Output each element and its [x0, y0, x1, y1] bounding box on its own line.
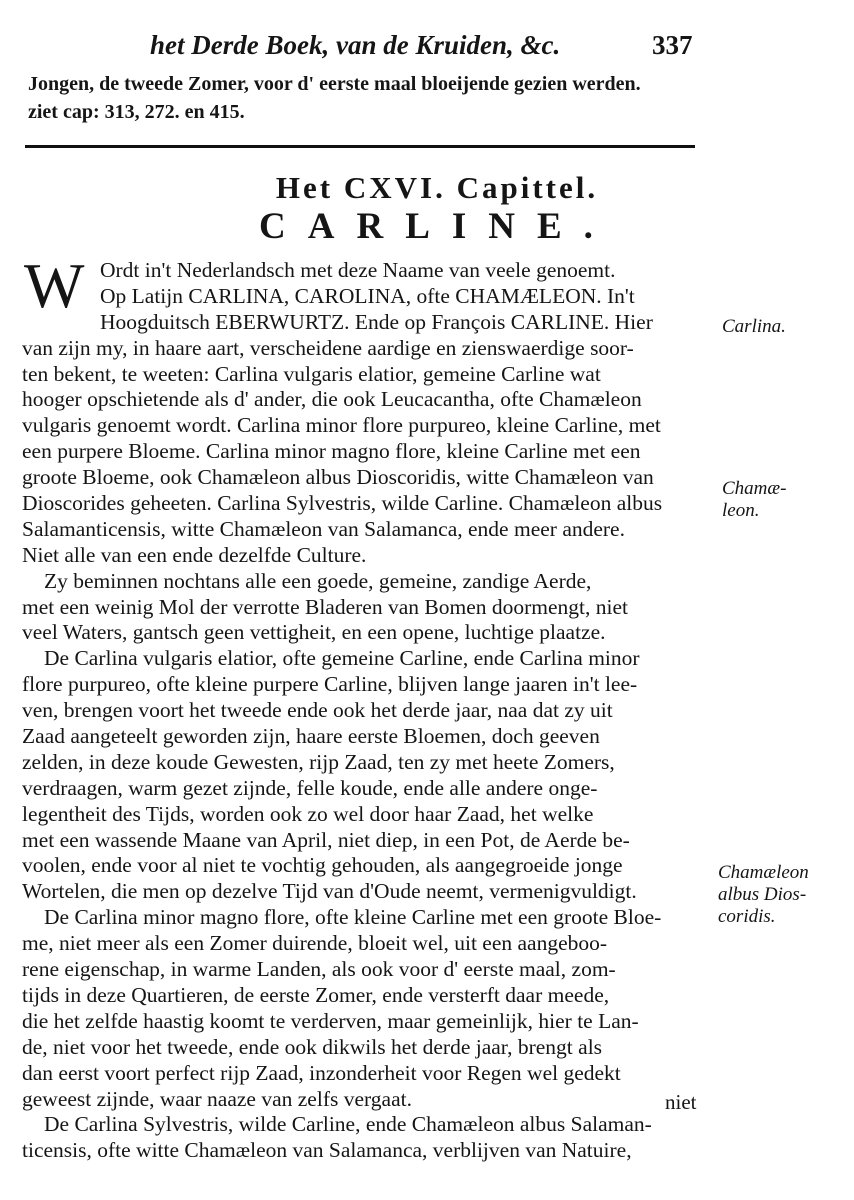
margin-note: [722, 478, 786, 522]
text-line: De Carlina minor magno flore, ofte kleine Carline met een groote Bloe-: [44, 905, 662, 930]
margin-note-line: coridis.: [718, 906, 776, 927]
catchword: niet: [665, 1090, 697, 1114]
text-line: veel Waters, gantsch geen vettigheit, en een opene, luchtige plaatze.: [22, 620, 606, 645]
text-line: Zy beminnen nochtans alle een goede, gemeine, zandige Aerde,: [44, 568, 592, 593]
text-line: De Carlina Sylvestris, wilde Carline, ende Chamæleon albus Salaman-: [44, 1112, 652, 1137]
margin-note-line: Carlina.: [722, 316, 786, 337]
body-text: [22, 250, 710, 1164]
text-line: tijds in deze Quartieren, de eerste Zomer, ende versterft daar meede,: [22, 982, 610, 1007]
running-title: het Derde Boek, van de Kruiden, &c.: [150, 30, 561, 60]
continuation-line: Jongen, de tweede Zomer, voor d' eerste maal bloeijende gezien werden.: [28, 73, 641, 95]
text-line: hooger opschietende als d' ander, die ook Leucacantha, ofte Chamæleon: [22, 387, 642, 412]
chapter-heading: Het CXVI. Capittel.: [275, 170, 599, 205]
continuation-line: ziet cap: 313, 272. en 415.: [28, 101, 245, 123]
margin-note-line: Chamæleon: [718, 862, 809, 883]
margin-note: [718, 862, 809, 928]
text-line: Zaad aangeteelt geworden zijn, haare eerste Bloemen, doch geeven: [22, 724, 600, 749]
text-line: die het zelfde haastig koomt te verderven, maar gemeinlijk, hier te Lan-: [22, 1008, 639, 1033]
text-line: me, niet meer als een Zomer duirende, bloeit wel, uit een aangeboo-: [22, 931, 608, 956]
text-line: verdraagen, warm gezet zijnde, felle koude, ende alle andere onge-: [22, 775, 598, 800]
text-line: Niet alle van een ende dezelfde Culture.: [22, 542, 367, 567]
text-line: Op Latijn CARLINA, CAROLINA, ofte CHAMÆLEON. In't: [100, 283, 635, 308]
margin-note-line: albus Dios-: [718, 884, 807, 905]
text-line: Wortelen, die men op dezelve Tijd van d'Oude neemt, vermenigvuldigt.: [22, 879, 637, 904]
margin-note: [722, 316, 786, 338]
drop-cap: W: [24, 250, 85, 321]
text-line: ticensis, ofte witte Chamæleon van Salamanca, verblijven van Natuire,: [22, 1138, 632, 1163]
text-line: Hoogduitsch EBERWURTZ. Ende op François CARLINE. Hier: [100, 309, 653, 334]
text-line: flore purpureo, ofte kleine purpere Carline, blijven lange jaaren in't lee-: [22, 672, 638, 697]
text-line: groote Bloeme, ook Chamæleon albus Dioscoridis, witte Chamæleon van: [22, 465, 654, 490]
text-line: met een wassende Maane van April, niet diep, in een Pot, de Aerde be-: [22, 827, 630, 852]
page-number: 337: [652, 30, 693, 60]
text-line: van zijn my, in haare aart, verscheidene aardige en zienswaerdige soor-: [22, 335, 634, 360]
text-line: Ordt in't Nederlandsch met deze Naame van veele genoemt.: [100, 258, 616, 282]
text-line: de, niet voor het tweede, ende ook dikwils het derde jaar, brengt als: [22, 1034, 603, 1059]
continuation-text: [28, 70, 718, 126]
text-line: met een weinig Mol der verrotte Bladeren van Bomen doormengt, niet: [22, 594, 628, 619]
margin-note-line: leon.: [722, 500, 760, 521]
text-line: vulgaris genoemt wordt. Carlina minor flore purpureo, kleine Carline, met: [22, 413, 661, 438]
text-line: De Carlina vulgaris elatior, ofte gemeine Carline, ende Carlina minor: [44, 646, 640, 671]
margin-note-line: Chamæ-: [722, 478, 787, 499]
text-line: legentheit des Tijds, worden ook zo wel door haar Zaad, het welke: [22, 801, 594, 826]
chapter-title: CARLINE.: [259, 206, 615, 247]
text-line: geweest zijnde, waar naaze van zelfs vergaat.: [22, 1086, 412, 1111]
text-line: zelden, in deze koude Gewesten, rijp Zaad, ten zy met heete Zomers,: [22, 749, 615, 774]
text-line: ven, brengen voort het tweede ende ook het derde jaar, naa dat zy uit: [22, 698, 613, 723]
text-line: Dioscorides geheeten. Carlina Sylvestris, wilde Carline. Chamæleon albus: [22, 491, 663, 516]
text-line: voolen, ende voor al niet te vochtig gehouden, als aangegroeide jonge: [22, 853, 623, 878]
text-line: rene eigenschap, in warme Landen, als ook voor d' eerste maal, zom-: [22, 957, 616, 982]
text-line: dan eerst voort perfect rijp Zaad, inzonderheit voor Regen wel gedekt: [22, 1060, 621, 1085]
text-line: ten bekent, te weeten: Carlina vulgaris elatior, gemeine Carline wat: [22, 361, 601, 386]
text-line: Salamanticensis, witte Chamæleon van Salamanca, ende meer andere.: [22, 516, 625, 541]
text-line: een purpere Bloeme. Carlina minor magno flore, kleine Carline met een: [22, 439, 641, 464]
section-rule: [25, 145, 695, 148]
